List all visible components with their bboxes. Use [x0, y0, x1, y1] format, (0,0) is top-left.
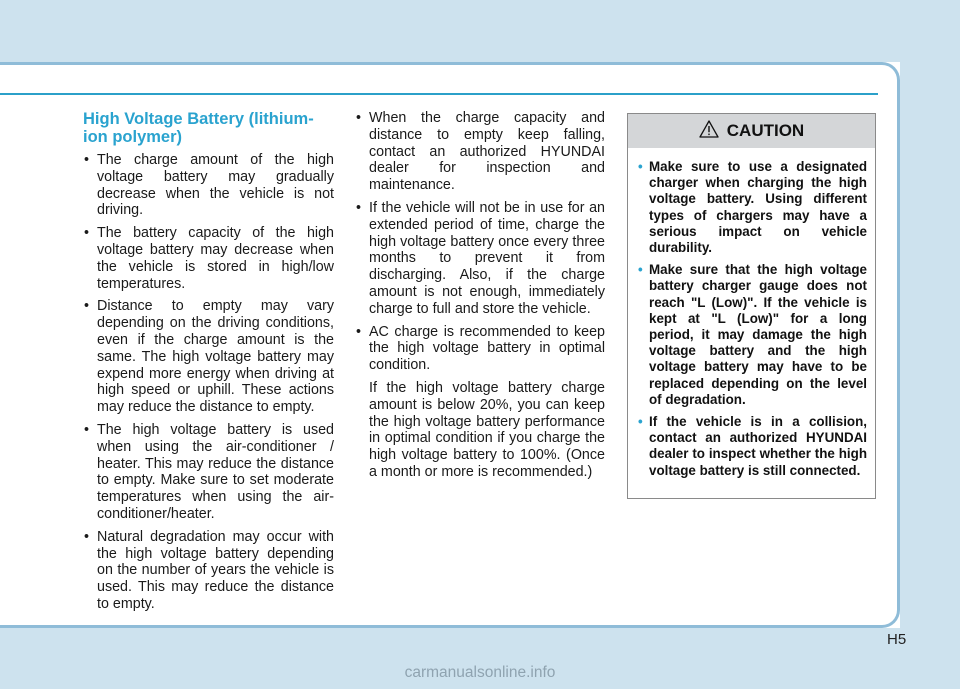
- right-frame-band: [900, 0, 960, 689]
- list-item: • If the vehicle will not be in use for an extended period of time, charge the high voltage battery once every three months to prevent it from discharging. Also, if the charge amount is not enough, immediately charge to full and store the vehicle.: [355, 200, 605, 318]
- middle-bullet-list: [355, 110, 605, 374]
- list-item: • Natural degradation may occur with the high voltage battery depending on the number of years the vehicle is used. This may reduce the distance to empty.: [83, 529, 334, 613]
- list-item: • Distance to empty may vary depending on the driving conditions, even if the charge amount is the same. The high voltage battery may expend more energy when driving at high speed or uphill. These actions may reduce the distance to empty.: [83, 298, 334, 416]
- caution-item: • Make sure to use a designated charger when charging the high voltage battery. Using different types of chargers may have a serious impact on vehicle durability.: [638, 159, 867, 256]
- caution-item: • Make sure that the high voltage battery charger gauge does not reach "L (Low)". If the vehicle is kept at "L (Low)" for a long period, it may damage the high voltage battery and the high voltage battery may have to be replaced depending on the level of degradation.: [638, 262, 867, 408]
- middle-column: [355, 110, 605, 481]
- warning-triangle-icon: [699, 120, 719, 143]
- list-item: • The charge amount of the high voltage battery may gradually decrease when the vehicle is not driving.: [83, 152, 334, 219]
- top-frame-band: [0, 0, 960, 62]
- list-item: • When the charge capacity and distance to empty keep falling, contact an authorized HYUNDAI dealer for inspection and maintenance.: [355, 110, 605, 194]
- ac-charge-note: If the high voltage battery charge amount is below 20%, you can keep the high voltage battery performance in optimal condition if you charge the high voltage battery to 100%. (Once a month or more is recommended.): [369, 379, 605, 480]
- caution-item: • If the vehicle is in a collision, contact an authorized HYUNDAI dealer to inspect whether the high voltage battery is still connected.: [638, 414, 867, 479]
- left-bullet-list: [83, 152, 334, 613]
- caution-header: [628, 114, 875, 148]
- list-item: • AC charge is recommended to keep the high voltage battery in optimal condition.: [355, 324, 605, 374]
- watermark: carmanualsonline.info: [404, 664, 556, 681]
- list-item: • The battery capacity of the high voltage battery may decrease when the vehicle is stored in high/low temperatures.: [83, 225, 334, 292]
- caution-list: [638, 159, 867, 479]
- caution-title: CAUTION: [726, 121, 805, 140]
- caution-box: [627, 113, 876, 499]
- page-number: H5: [887, 631, 907, 648]
- section-title: High Voltage Battery (lithium-ion polymer): [83, 110, 314, 146]
- left-column: [83, 110, 334, 619]
- list-item: • The high voltage battery is used when using the air-conditioner / heater. This may reduce the distance to empty. Make sure to set moderate temperatures when using the air-conditioner/heater.: [83, 422, 334, 523]
- header-rule: [0, 93, 878, 95]
